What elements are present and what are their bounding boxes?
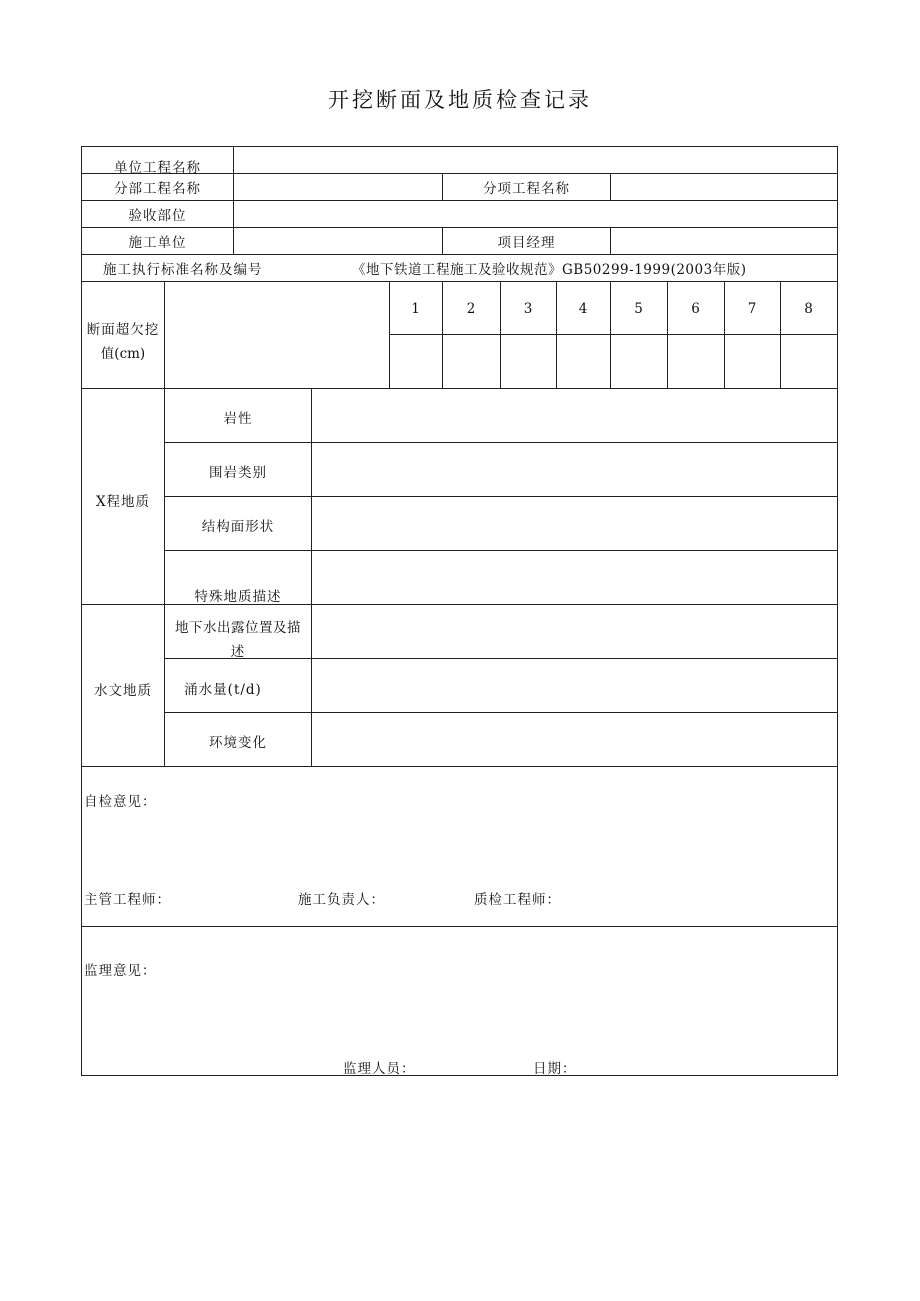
hydro-outcrop-field[interactable] — [312, 605, 837, 658]
section-value-2[interactable] — [443, 335, 500, 388]
item-project-field[interactable] — [611, 174, 837, 200]
geology-lithology-label: 岩性 — [223, 411, 253, 427]
chief-engineer-label: 主管工程师： — [84, 892, 171, 908]
table-border-bottom — [81, 1075, 838, 1076]
standard-label: 施工执行标准名称及编号 — [103, 262, 263, 278]
construction-lead-label: 施工负责人： — [298, 892, 385, 908]
acceptance-part-field[interactable] — [234, 201, 837, 227]
supervision-label: 监理意见： — [84, 963, 157, 979]
qc-engineer-label: 质检工程师： — [474, 892, 561, 908]
sub-project-field[interactable] — [234, 174, 442, 200]
geology-structure-label: 结构面形状 — [201, 519, 275, 535]
hydro-outcrop-label-line1: 地下水出露位置及描 — [175, 620, 301, 636]
sub-project-label: 分部工程名称 — [114, 181, 201, 197]
geology-group-label: X程地质 — [95, 494, 151, 510]
row-divider — [81, 766, 838, 767]
section-column-8: 8 — [804, 301, 814, 317]
page-title: 开挖断面及地质检查记录 — [328, 88, 592, 112]
hydro-environment-label: 环境变化 — [209, 735, 267, 751]
geology-structure-field[interactable] — [312, 497, 837, 550]
hydro-group-label: 水文地质 — [94, 683, 152, 699]
project-manager-label: 项目经理 — [497, 235, 556, 251]
section-column-1: 1 — [411, 301, 421, 317]
section-measure-area[interactable] — [165, 282, 389, 388]
section-value-7[interactable] — [725, 335, 780, 388]
row-divider — [81, 254, 838, 255]
table-border-right — [837, 146, 838, 1076]
section-column-7: 7 — [747, 301, 758, 317]
supervisor-label: 监理人员： — [343, 1061, 416, 1077]
section-value-3[interactable] — [501, 335, 556, 388]
section-label-line2: 值(cm) — [100, 346, 146, 362]
section-value-4[interactable] — [557, 335, 610, 388]
section-value-6[interactable] — [668, 335, 724, 388]
self-check-label: 自检意见： — [84, 794, 157, 810]
construction-unit-field[interactable] — [234, 228, 442, 254]
section-value-8[interactable] — [781, 335, 837, 388]
section-value-5[interactable] — [611, 335, 667, 388]
hydro-inflow-label: 涌水量(t/d) — [184, 682, 262, 698]
section-column-4: 4 — [578, 301, 589, 317]
construction-unit-label: 施工单位 — [128, 235, 187, 251]
section-column-5: 5 — [634, 301, 644, 317]
section-label-line1: 断面超欠挖 — [86, 322, 160, 338]
row-divider — [81, 926, 838, 927]
section-column-3: 3 — [523, 301, 534, 317]
unit-project-label: 单位工程名称 — [114, 160, 201, 176]
unit-project-field[interactable] — [234, 147, 837, 173]
geology-rock-class-label: 围岩类别 — [209, 465, 267, 481]
hydro-inflow-field[interactable] — [312, 659, 837, 712]
date-label: 日期： — [533, 1061, 577, 1077]
section-column-2: 2 — [466, 301, 477, 317]
geology-special-label: 特殊地质描述 — [194, 589, 282, 605]
item-project-label: 分项工程名称 — [483, 181, 570, 197]
project-manager-field[interactable] — [611, 228, 837, 254]
geology-lithology-field[interactable] — [312, 389, 837, 442]
table-border-left — [81, 146, 82, 1076]
geology-special-field[interactable] — [312, 551, 837, 604]
standard-value: 《地下铁道工程施工及验收规范》GB50299-1999(2003年版) — [352, 262, 747, 278]
hydro-outcrop-label-line2: 述 — [230, 644, 246, 660]
geology-rock-class-field[interactable] — [312, 443, 837, 496]
hydro-environment-field[interactable] — [312, 713, 837, 766]
section-value-1[interactable] — [390, 335, 442, 388]
section-column-6: 6 — [691, 301, 701, 317]
acceptance-part-label: 验收部位 — [128, 208, 187, 224]
